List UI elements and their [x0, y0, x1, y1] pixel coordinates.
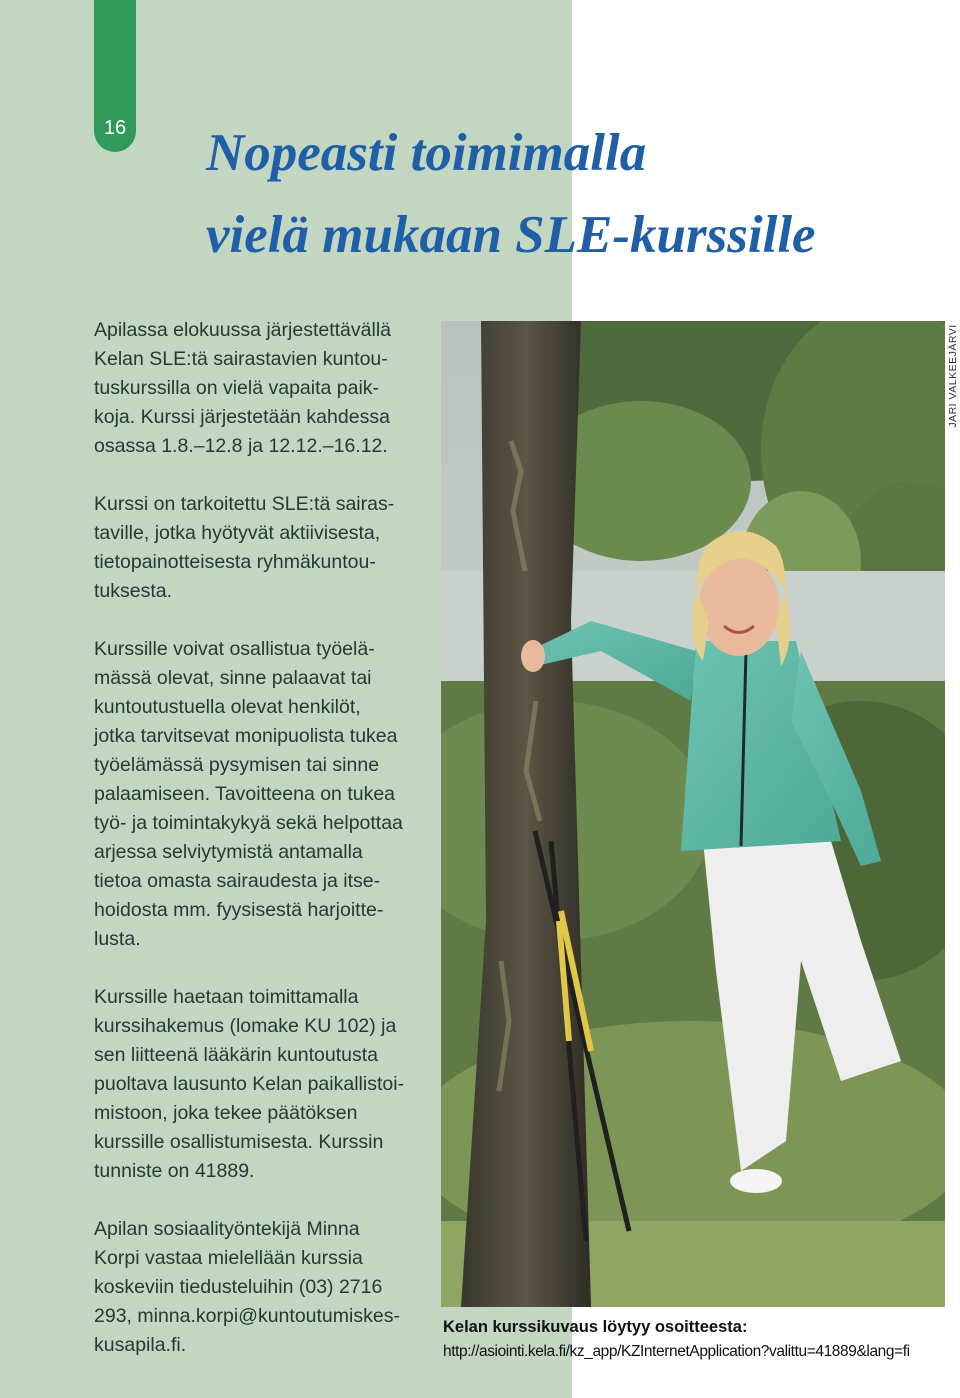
- paragraph-participants: Kurssille voivat osallistua työelä- mässä olevat, sinne palaavat tai kuntoutustuella olevat henkilöt, jotka tarvitsevat monipuolista tukea työelämässä pysymisen tai sinne palaamiseen. Tavoitteena on tukea työ- ja toimintakykyä sekä helpottaa arjessa selviytymistä antamalla tietoa omasta sairaudesta ja itse- hoidosta mm. fyysisestä harjoitte- lusta.: [94, 638, 403, 950]
- paragraph-contact: Apilan sosiaalityöntekijä Minna Korpi vastaa mielellään kurssia koskeviin tiedusteluihin (03) 2716 293, minna.korpi@kuntoutumiskes- kusapila.fi.: [94, 1218, 400, 1356]
- course-link-title: Kelan kurssikuvaus löytyy osoitteesta:: [443, 1318, 748, 1336]
- paragraph-course-dates: Apilassa elokuussa järjestettävällä Kelan SLE:tä sairastavien kuntou- tuskurssilla on vielä vapaita paik- koja. Kurssi järjestetään kahdessa osassa 1.8.–12.8 ja 12.12.–16.12.: [94, 319, 391, 457]
- course-link-url[interactable]: http://asiointi.kela.fi/kz_app/KZInternetApplication?valittu=41889&lang=fi: [443, 1343, 910, 1360]
- photo-credit: [946, 321, 960, 431]
- page-number: 16: [103, 117, 127, 139]
- headline: [206, 112, 816, 276]
- page-number-tab: [94, 0, 136, 152]
- paragraph-course-purpose: Kurssi on tarkoitettu SLE:tä sairas- taville, jotka hyötyvät aktiivisesta, tietopainotteisesta ryhmäkuntou- tuksesta.: [94, 493, 395, 602]
- photo-woman-stretching-by-tree: [441, 321, 945, 1307]
- headline-line-1: Nopeasti toimimalla: [206, 124, 647, 182]
- headline-line-2: vielä mukaan SLE-kurssille: [206, 206, 816, 264]
- course-link-box: [443, 1314, 960, 1364]
- paragraph-application: Kurssille haetaan toimittamalla kurssihakemus (lomake KU 102) ja sen liitteenä lääkärin kuntoutusta puoltava lausunto Kelan paikallistoi- mistoon, joka tekee päätöksen kurssille osallistumisesta. Kurssin tunniste on 41889.: [94, 986, 405, 1182]
- photo-credit-text: JARI VALKEEJÄRVI: [947, 324, 959, 428]
- article-body: [94, 316, 439, 1389]
